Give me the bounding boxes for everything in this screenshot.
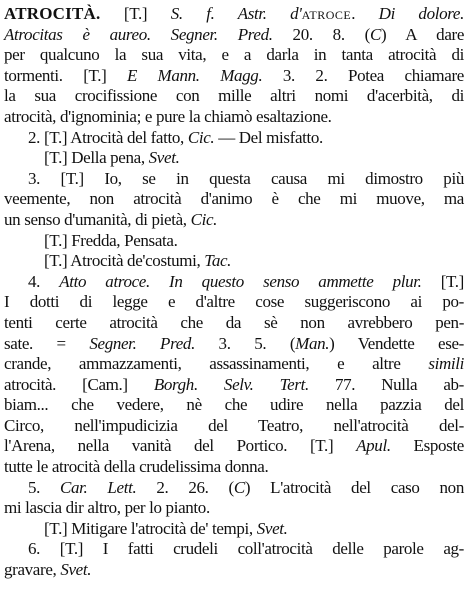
entry-line: [T.] Atrocità de'costumi, Tac. [44,251,232,271]
entry-line: per qualcuno la sua vita, e a darla in tanta atrocità di [4,45,464,65]
entry-line: [T.] Fredda, Pensata. [44,230,178,250]
entry-line: sate. = Segner. Pred. 3. 5. (Man.) Vendette ese- [4,333,464,353]
entry-line: tormenti. [T.] E Mann. Magg. 3. 2. Potea chiamare [4,65,464,85]
entry-line: biam... che vedere, nè che udire nella pazzia del [4,395,464,415]
entry-line: la sua crocifissione con mille altri nomi d'acerbità, di [4,86,464,106]
sense-2: 2. [T.] Atrocità del fatto, Cic. — Del misfatto. [28,127,323,147]
entry-line: atrocità, d'ignominia; e pure la chiamò esaltazione. [4,106,332,126]
sense-5: 5. Car. Lett. 2. 26. (C) L'atrocità del caso non [28,477,464,497]
definition: Di dolore. [378,4,464,23]
dictionary-entry-atrocita [4,4,464,581]
entry-line: [T.] Mitigare l'atrocità de' tempi, Svet. [44,518,288,538]
grammar-note: S. f. Astr. d' [170,4,302,23]
entry-line: l'Arena, nella vanità del Portico. [T.] Apul. Esposte [4,436,464,456]
sense-3: 3. [T.] Io, se in questa causa mi dimostro più [28,168,464,188]
entry-line: mi lascia dir altro, per lo pianto. [4,498,210,518]
entry-line: crande, ammazzamenti, assassinamenti, e altre simili [4,354,464,374]
entry-line: ATROCITÀ. [T.] S. f. Astr. d'ATROCE. Di dolore. [4,4,464,23]
entry-line: un senso d'umanità, di pietà, Cic. [4,209,218,229]
sense-4: 4. Atto atroce. In questo senso ammette plur. [T.] [28,271,464,291]
headword: ATROCITÀ. [4,4,101,23]
entry-line: [T.] Della pena, Svet. [44,148,180,168]
entry-line: tenti certe atrocità che da sè non avrebbero pen- [4,312,464,332]
entry-line: veemente, non atrocità d'animo è che mi muove, ma [4,189,464,209]
entry-line: I dotti di legge e d'altre cose suggeriscono ai po- [4,292,464,312]
entry-line: tutte le atrocità della crudelissima donna. [4,457,269,477]
entry-line: atrocità. [Cam.] Borgh. Selv. Tert. 77. Nulla ab- [4,374,464,394]
entry-line: gravare, Svet. [4,560,92,580]
entry-line: Atrocitas è aureo. Segner. Pred. 20. 8. (C) A dare [4,24,465,44]
cross-reference: ATROCE [301,8,352,22]
tag: [T.] [100,4,171,23]
entry-line: Circo, nell'impudicizia del Teatro, nell'atrocità del- [4,415,464,435]
sense-6: 6. [T.] I fatti crudeli coll'atrocità delle parole ag- [28,539,464,559]
